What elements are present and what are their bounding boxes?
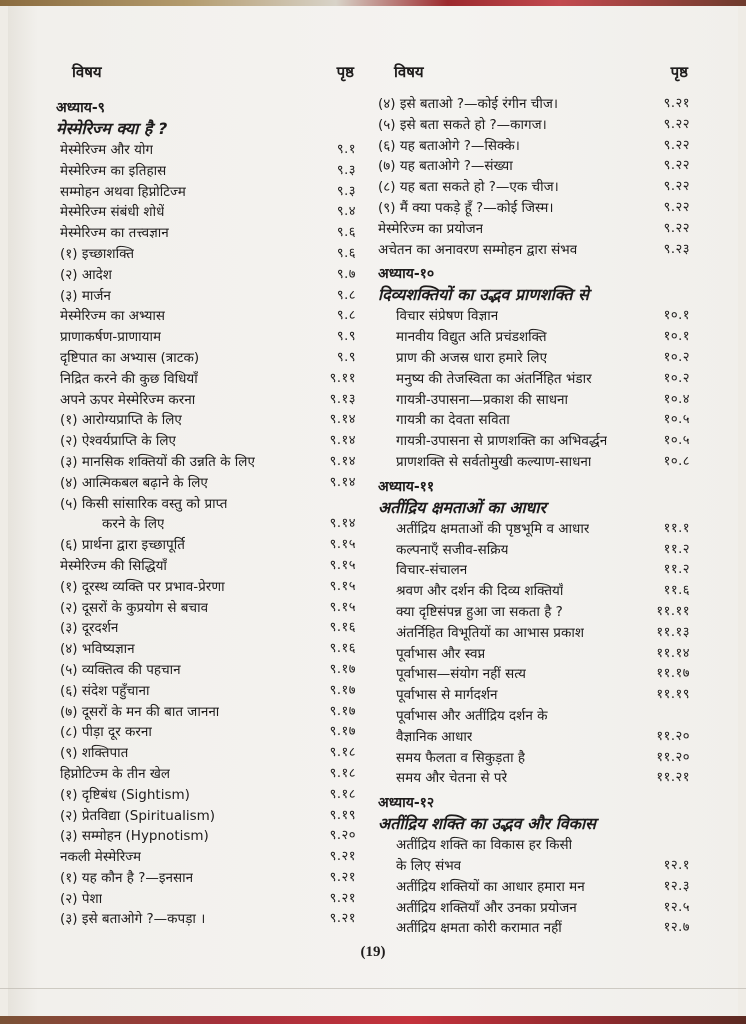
toc-entry [56, 681, 356, 702]
toc-entry [56, 618, 356, 639]
toc-entry [378, 877, 690, 898]
entry-page: ९.९ [336, 329, 356, 345]
entry-page: ९.२२ [663, 158, 690, 174]
toc-entry [56, 286, 356, 307]
entry-title: प्राणाकर्षण-प्राणायाम [60, 329, 162, 346]
entry-page: ९.२२ [663, 116, 690, 132]
toc-entry [378, 727, 690, 748]
entry-page: ११.२१ [656, 770, 690, 786]
toc-entry [378, 664, 690, 685]
entry-page: ९.१५ [329, 599, 356, 615]
entry-title: (३) दूरदर्शन [60, 620, 119, 637]
topic-header: विषय [72, 63, 102, 81]
toc-entry [56, 306, 356, 327]
entry-title: (४) भविष्यज्ञान [60, 641, 135, 658]
toc-entry [378, 540, 690, 561]
entry-title: सम्मोहन अथवा हिप्नोटिज्म [60, 183, 186, 200]
toc-entry [56, 265, 356, 286]
entry-title: क्या दृष्टिसंपन्न हुआ जा सकता है ? [396, 603, 563, 620]
toc-entry [56, 722, 356, 743]
toc-entry [56, 369, 356, 390]
toc-entry [378, 219, 690, 240]
entry-page: १०.२ [663, 370, 690, 386]
toc-entry [378, 918, 690, 939]
entry-page: १२.५ [663, 899, 690, 915]
entry-title: गायत्री-उपासना—प्रकाश की साधना [396, 391, 569, 408]
toc-entry [56, 743, 356, 764]
entry-title: (८) यह बता सकते हो ?—एक चीज। [378, 179, 559, 196]
entry-title: दृष्टिपात का अभ्यास (त्राटक) [60, 349, 200, 366]
entry-title: मेस्मेरिज्म और योग [60, 142, 154, 158]
entry-page: ९.२१ [329, 869, 356, 885]
toc-entry [378, 685, 690, 706]
entry-title: अतींद्रिय क्षमताओं की पृष्ठभूमि व आधार [396, 520, 590, 537]
entry-page: ९.१९ [329, 807, 356, 823]
entry-title: (७) यह बताओगे ?—संख्या [378, 158, 513, 175]
entry-page: ९.२१ [329, 890, 356, 906]
entry-page: ११.१७ [656, 666, 690, 682]
entry-title: अतींद्रिय शक्तियाँ और उनका प्रयोजन [396, 899, 577, 916]
entry-title: (५) व्यक्तित्व की पहचान [60, 661, 181, 678]
chapter-label: अध्याय-११ [378, 478, 435, 495]
toc-entry [378, 748, 690, 769]
entry-title: पूर्वाभास से मार्गदर्शन [396, 687, 498, 704]
entry-page: ९.२१ [329, 911, 356, 927]
entry-page: ११.१४ [656, 645, 690, 661]
entry-page: १०.१ [663, 308, 690, 324]
toc-entry [378, 136, 690, 157]
entry-title: करने के लिए [102, 516, 165, 533]
column-header [56, 62, 356, 98]
entry-title: कल्पनाएँ सजीव-सक्रिय [396, 541, 509, 558]
toc-entry [378, 835, 690, 856]
toc-entry [378, 768, 690, 789]
toc-entry [378, 706, 690, 727]
toc-continued-entries [378, 94, 690, 260]
toc-entry [378, 623, 690, 644]
page-header: पृष्ठ [670, 63, 688, 81]
toc-entry [56, 889, 356, 910]
toc-entry [378, 198, 690, 219]
entry-page: ९.१ [336, 142, 356, 157]
entry-page: ९.१८ [329, 765, 356, 781]
entry-page: ९.२२ [663, 179, 690, 195]
toc-entry [56, 639, 356, 660]
toc-entry [56, 473, 356, 494]
toc-entry [378, 115, 690, 136]
entry-title: (१) इच्छाशक्ति [60, 245, 135, 262]
entry-title: प्राणशक्ति से सर्वतोमुखी कल्याण-साधना [396, 453, 592, 470]
entry-title: (९) शक्तिपात [60, 745, 129, 762]
toc-entry [378, 156, 690, 177]
entry-title: (१) आरोग्यप्राप्ति के लिए [60, 412, 182, 429]
entry-page: ९.१४ [329, 516, 356, 532]
entry-page: १२.१ [663, 857, 690, 873]
entry-title: समय और चेतना से परे [396, 770, 508, 787]
entry-page: ९.१७ [329, 703, 356, 719]
toc-entry [378, 452, 690, 473]
entry-page: ९.१५ [329, 537, 356, 553]
chapter-label: अध्याय-१० [378, 266, 435, 283]
entry-page: ९.२१ [663, 96, 690, 111]
entry-title: पूर्वाभास और अतींद्रिय दर्शन के [396, 707, 548, 724]
entry-page: ११.२ [663, 541, 690, 557]
toc-entry [56, 140, 356, 161]
entry-page: १०.२ [663, 349, 690, 365]
entry-title: श्रवण और दर्शन की दिव्य शक्तियाँ [396, 583, 564, 600]
toc-left-column [56, 62, 356, 930]
chapter-title: मेस्मेरिज्म क्या है ? [56, 119, 168, 138]
toc-entry [56, 702, 356, 723]
entry-page: ९.१७ [329, 682, 356, 698]
toc-entry [378, 560, 690, 581]
toc-entry [56, 826, 356, 847]
toc-entry [56, 410, 356, 431]
entry-page: ९.६ [336, 225, 356, 241]
toc-entry [56, 327, 356, 348]
entry-title: (१) दूरस्थ व्यक्ति पर प्रभाव-प्रेरणा [60, 578, 225, 595]
entry-page: ९.२३ [663, 241, 690, 257]
toc-entry [56, 182, 356, 203]
toc-entry [378, 390, 690, 411]
entry-page: ९.१३ [329, 391, 356, 407]
entry-page: १०.८ [663, 453, 690, 469]
entry-page: ९.२२ [663, 199, 690, 215]
toc-entry [378, 644, 690, 665]
entry-title: (१) दृष्टिबंध (Sightism) [60, 786, 190, 803]
entry-title: (२) आदेश [60, 266, 112, 283]
entry-title: (७) दूसरों के मन की बात जानना [60, 703, 220, 720]
toc-entry [378, 327, 690, 348]
toc-entry [56, 223, 356, 244]
entry-title: विचार-संचालन [396, 562, 468, 579]
toc-entry [378, 581, 690, 602]
entry-title: (२) दूसरों के कुप्रयोग से बचाव [60, 599, 209, 616]
toc-entry [378, 431, 690, 452]
entry-title: (९) मैं क्या पकड़े हूँ ?—कोई जिस्म। [378, 199, 554, 216]
entry-page: १२.७ [663, 920, 690, 936]
toc-entry [378, 519, 690, 540]
entry-page: ११.६ [663, 583, 690, 599]
toc-entry [56, 494, 356, 515]
toc-entry [378, 369, 690, 390]
entry-title: नकली मेस्मेरिज्म [60, 849, 142, 866]
toc-entry [56, 535, 356, 556]
toc-entry [378, 94, 690, 115]
entry-page: १०.४ [663, 391, 690, 407]
entry-page: १०.५ [663, 433, 690, 449]
entry-page: ९.८ [336, 308, 356, 324]
toc-entry [56, 390, 356, 411]
photo-edge-bottom [0, 1016, 746, 1024]
page-fold-line [0, 988, 746, 989]
entry-page: ९.४ [336, 204, 356, 220]
entry-title: अपने ऊपर मेस्मेरिज्म करना [60, 391, 196, 408]
toc-entry [378, 602, 690, 623]
entry-title: (३) मानसिक शक्तियों की उन्नति के लिए [60, 453, 255, 470]
toc-entry [56, 806, 356, 827]
toc-entry [56, 161, 356, 182]
entry-title: (२) पेशा [60, 890, 103, 907]
toc-entries [56, 140, 356, 930]
entry-page: ९.३ [336, 183, 356, 199]
entry-title: पूर्वाभास—संयोग नहीं सत्य [396, 666, 526, 683]
column-header [378, 62, 690, 98]
entry-title: (४) आत्मिकबल बढ़ाने के लिए [60, 474, 208, 491]
entry-title: प्राण की अजस्र धारा हमारे लिए [396, 349, 548, 366]
entry-page: ११.१९ [656, 687, 690, 703]
entry-page: ९.८ [336, 287, 356, 303]
entry-page: ९.१७ [329, 724, 356, 740]
entry-title: (३) सम्मोहन (Hypnotism) [60, 828, 209, 845]
entry-page: ९.११ [329, 370, 356, 386]
chapter-title: अतींद्रिय क्षमताओं का आधार [378, 497, 547, 517]
entry-title: (८) पीड़ा दूर करना [60, 724, 152, 741]
toc-entry [378, 177, 690, 198]
entry-page: ११.१३ [656, 624, 690, 640]
entry-title: गायत्री-उपासना से प्राणशक्ति का अभिवर्द्धन [396, 433, 608, 450]
toc-entry [56, 598, 356, 619]
entry-title: मेस्मेरिज्म का तत्त्वज्ञान [60, 225, 169, 242]
entry-page: ९.१५ [329, 578, 356, 594]
entry-title: गायत्री का देवता सविता [396, 412, 510, 429]
entry-title: अचेतन का अनावरण सम्मोहन द्वारा संभव [378, 241, 578, 258]
entry-page: ९.३ [336, 162, 356, 178]
entry-title: वैज्ञानिक आधार [396, 728, 473, 745]
entry-title: पूर्वाभास और स्वप्न [396, 645, 486, 662]
toc-entry [56, 244, 356, 265]
entry-title: मनुष्य की तेजस्विता का अंतर्निहित भंडार [396, 370, 592, 387]
chapter-label: अध्याय-९ [56, 100, 105, 116]
toc-entry [56, 577, 356, 598]
toc-entry [56, 514, 356, 535]
entry-title: (३) इसे बताओगे ?—कपड़ा । [60, 911, 206, 928]
toc-chapters [378, 264, 690, 939]
chapter-label: अध्याय-१२ [378, 795, 435, 812]
entry-title: विचार संप्रेषण विज्ञान [396, 308, 499, 325]
entry-page: ११.२० [656, 749, 690, 765]
entry-title: (१) यह कौन है ?—इनसान [60, 869, 194, 886]
entry-title: समय फैलता व सिकुड़ता है [396, 749, 526, 766]
toc-entry [56, 764, 356, 785]
entry-title: मानवीय विद्युत अति प्रचंडशक्ति [396, 329, 547, 346]
entry-title: हिप्नोटिज्म के तीन खेल [60, 765, 171, 782]
toc-entry [56, 348, 356, 369]
entry-page: ९.१५ [329, 557, 356, 573]
entry-page: ९.१८ [329, 745, 356, 761]
page-number: (19) [360, 944, 386, 960]
toc-entry [378, 410, 690, 431]
toc-entry [378, 240, 690, 261]
entry-title: अतींद्रिय शक्ति का विकास हर किसी [396, 837, 573, 854]
entry-title: के लिए संभव [396, 857, 462, 874]
toc-entry [56, 431, 356, 452]
entry-page: ९.६ [336, 245, 356, 261]
entry-title: मेस्मेरिज्म का प्रयोजन [378, 220, 484, 237]
toc-entry [56, 202, 356, 223]
entry-title: (६) प्रार्थना द्वारा इच्छापूर्ति [60, 537, 185, 554]
entry-title: निद्रित करने की कुछ विधियाँ [60, 370, 198, 387]
entry-page: ९.२१ [329, 849, 356, 865]
toc-entry [56, 452, 356, 473]
entry-page: ९.२२ [663, 137, 690, 153]
entry-title: (५) इसे बता सकते हो ?—कागज। [378, 116, 547, 133]
entry-title: अतींद्रिय क्षमता कोरी करामात नहीं [396, 920, 562, 937]
entry-page: ९.१६ [329, 641, 356, 657]
chapter-title: अतींद्रिय शक्ति का उद्भव और विकास [378, 814, 596, 834]
toc-entry [378, 856, 690, 877]
entry-page: ९.२० [329, 828, 356, 844]
entry-page: ९.१४ [329, 433, 356, 449]
chapter-title: दिव्यशक्तियों का उद्भव प्राणशक्ति से [378, 285, 589, 305]
entry-title: (४) इसे बताओ ?—कोई रंगीन चीज। [378, 96, 558, 112]
toc-entry [56, 556, 356, 577]
topic-header: विषय [394, 63, 424, 81]
entry-title: अतींद्रिय शक्तियों का आधार हमारा मन [396, 878, 585, 895]
entry-page: ११.२ [663, 562, 690, 578]
entry-page: ९.१६ [329, 620, 356, 636]
entry-title: (६) यह बताओगे ?—सिक्के। [378, 137, 520, 154]
entry-title: (२) ऐश्वर्यप्राप्ति के लिए [60, 433, 176, 450]
entry-page: ९.१७ [329, 661, 356, 677]
entry-page: ११.११ [656, 603, 690, 619]
entry-page: ११.२० [656, 728, 690, 744]
entry-title: (२) प्रेतविद्या (Spiritualism) [60, 807, 216, 824]
entry-title: मेस्मेरिज्म का अभ्यास [60, 308, 166, 325]
toc-right-column [378, 62, 690, 939]
entry-page: ११.१ [663, 520, 690, 536]
toc-entry [378, 898, 690, 919]
entry-page: ९.९ [336, 349, 356, 365]
entry-page: १०.१ [663, 329, 690, 345]
entry-title: (३) मार्जन [60, 287, 111, 304]
page-header: पृष्ठ [336, 63, 354, 81]
entry-page: ९.१४ [329, 412, 356, 428]
entry-title: मेस्मेरिज्म की सिद्धियाँ [60, 557, 167, 574]
toc-entry [56, 847, 356, 868]
entry-page: ९.१८ [329, 786, 356, 802]
entry-title: अंतर्निहित विभूतियों का आभास प्रकाश [396, 624, 585, 641]
toc-entry [378, 348, 690, 369]
entry-page: १२.३ [663, 878, 690, 894]
entry-page: ९.१४ [329, 474, 356, 490]
entry-page: ९.७ [336, 266, 356, 282]
entry-page: ९.१४ [329, 453, 356, 469]
toc-entry [378, 306, 690, 327]
toc-entry [56, 909, 356, 930]
toc-entry [56, 785, 356, 806]
entry-title: (६) संदेश पहुँचाना [60, 682, 150, 699]
entry-title: (५) किसी सांसारिक वस्तु को प्राप्त [60, 495, 228, 512]
entry-page: ९.२२ [663, 220, 690, 236]
toc-entry [56, 660, 356, 681]
entry-page: १०.५ [663, 412, 690, 428]
toc-entry [56, 868, 356, 889]
entry-title: मेस्मेरिज्म का इतिहास [60, 162, 167, 179]
entry-title: मेस्मेरिज्म संबंधी शोधें [60, 204, 165, 221]
